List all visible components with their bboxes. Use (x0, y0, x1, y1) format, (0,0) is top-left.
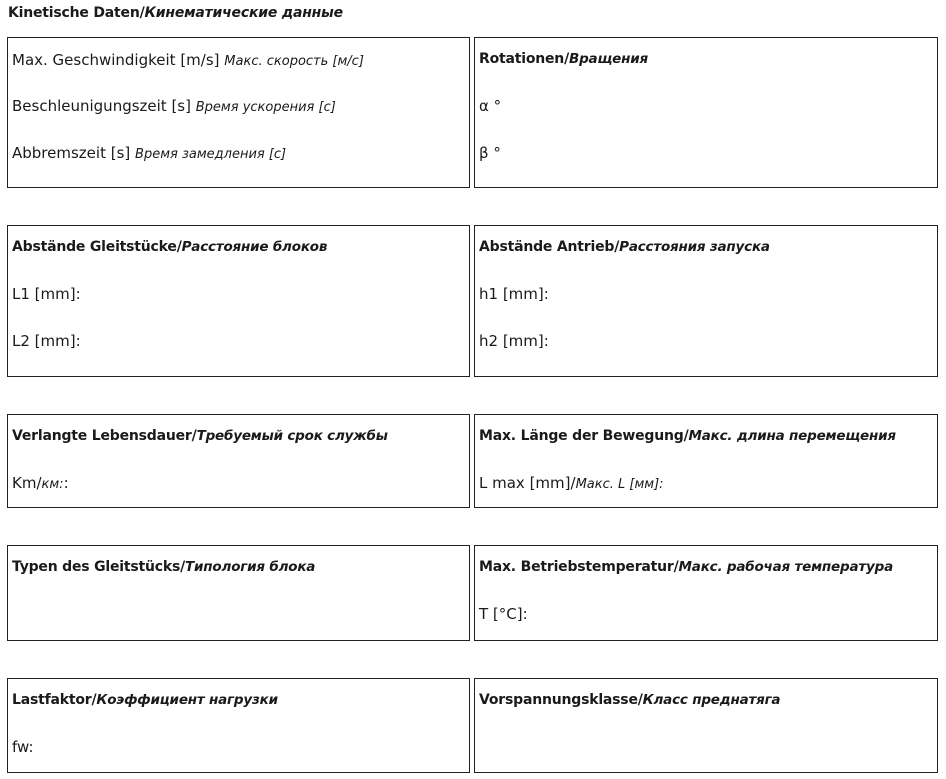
block-types-box (7, 545, 470, 641)
block-distances-title: Abstände Gleitstücke/Расстояние блоков (12, 239, 328, 255)
max-length-title: Max. Länge der Bewegung/Макс. длина перемещения (479, 428, 896, 444)
drive-distances-title: Abstände Antrieb/Расстояния запуска (479, 239, 770, 255)
drive-distances-box (474, 225, 938, 377)
alpha-field[interactable]: α ° (479, 97, 502, 115)
beta-field[interactable]: β ° (479, 144, 501, 162)
rotations-box (474, 37, 938, 188)
block-distances-box (7, 225, 470, 377)
acceleration-time-field[interactable]: Beschleunigungszeit [s] Время ускорения [с] (12, 97, 336, 115)
max-temp-title: Max. Betriebstemperatur/Макс. рабочая температура (479, 559, 893, 575)
rotations-title: Rotationen/Вращения (479, 51, 648, 67)
preload-title: Vorspannungsklasse/Класс преднатяга (479, 692, 781, 708)
l2-field[interactable]: L2 [mm]: (12, 332, 81, 350)
max-speed-field[interactable]: Max. Geschwindigkeit [m/s] Макс. скорость [м/с] (12, 51, 364, 69)
max-length-box (474, 414, 938, 508)
h2-field[interactable]: h2 [mm]: (479, 332, 549, 350)
h1-field[interactable]: h1 [mm]: (479, 285, 549, 303)
page-title: Kinetische Daten/Кинематические данные (8, 5, 343, 21)
l1-field[interactable]: L1 [mm]: (12, 285, 81, 303)
load-factor-title: Lastfaktor/Коэффициент нагрузки (12, 692, 278, 708)
preload-box (474, 678, 938, 773)
max-temp-box (474, 545, 938, 641)
lmax-field[interactable]: L max [mm]/Макс. L [мм]: (479, 474, 664, 492)
temperature-field[interactable]: T [°C]: (479, 605, 528, 623)
load-factor-box (7, 678, 470, 773)
deceleration-time-field[interactable]: Abbremszeit [s] Время замедления [с] (12, 144, 287, 162)
fw-field[interactable]: fw: (12, 738, 34, 756)
lifetime-title: Verlangte Lebensdauer/Требуемый срок службы (12, 428, 388, 444)
block-types-title: Typen des Gleitstücks/Типология блока (12, 559, 316, 575)
km-field[interactable]: Km/км:: (12, 474, 69, 492)
lifetime-box (7, 414, 470, 508)
kinematics-box (7, 37, 470, 188)
